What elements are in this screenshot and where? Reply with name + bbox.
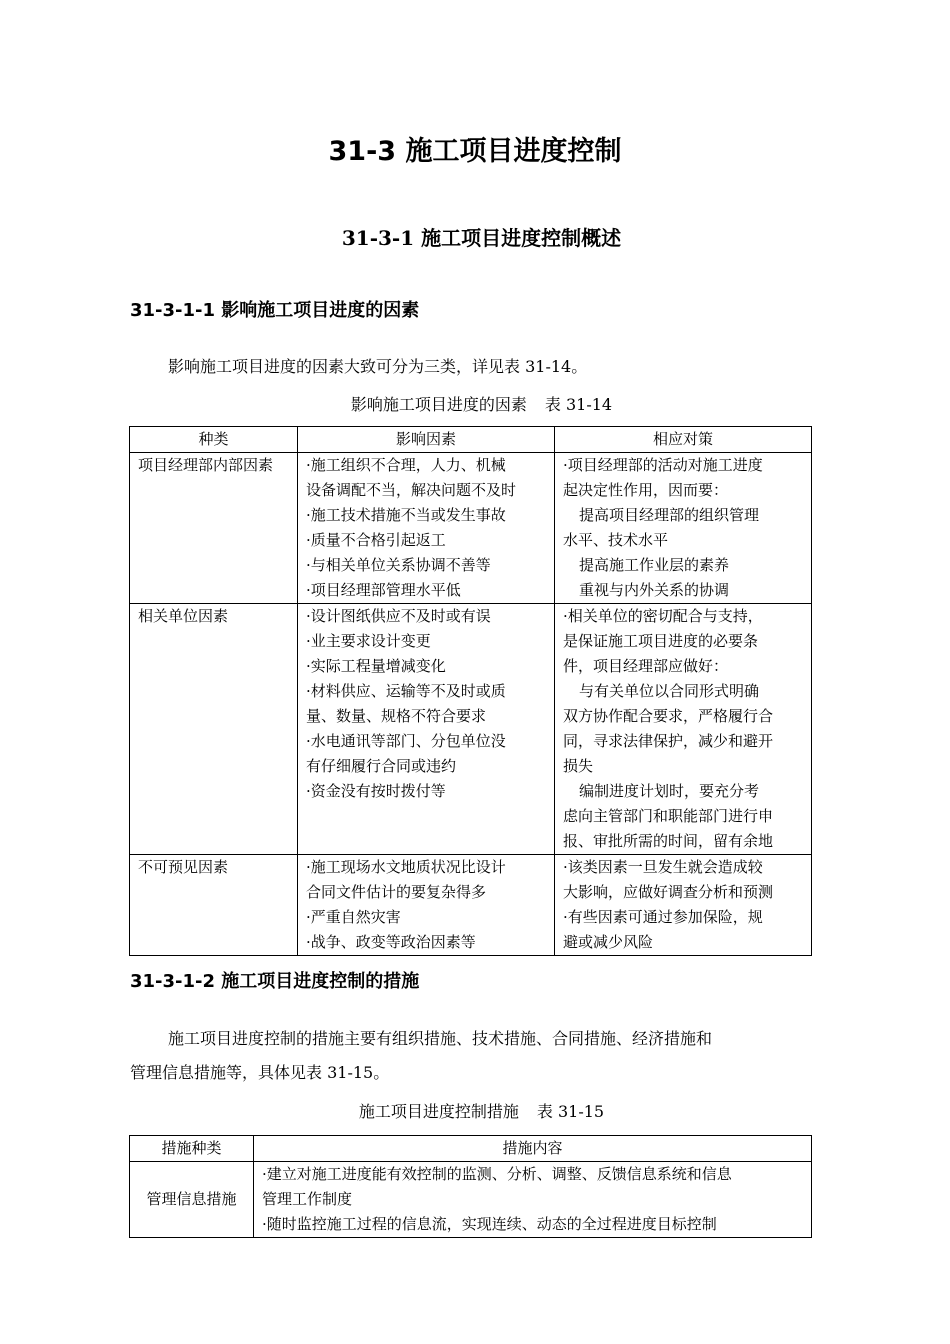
factor-line: ·设计图纸供应不及时或有误 <box>306 607 491 625</box>
intro-paragraph-2 <box>130 1022 835 1090</box>
table-caption-title-2: 施工项目进度控制措施 <box>358 1102 519 1121</box>
measure-line: 虑向主管部门和职能部门进行申 <box>563 807 774 825</box>
subsection-title-1: 31-3-1-1 影响施工项目进度的因素 <box>130 300 420 321</box>
measure-line: ·该类因素一旦发生就会造成较 <box>563 858 763 876</box>
header-measure-type: 措施种类 <box>130 1136 254 1162</box>
measure-line: 提高施工作业层的素养 <box>579 556 730 574</box>
subsection-title-2: 31-3-1-2 施工项目进度控制的措施 <box>130 971 420 992</box>
row-category: 不可预见因素 <box>130 855 298 956</box>
row-category: 管理信息措施 <box>130 1162 254 1238</box>
header-measure-content: 措施内容 <box>254 1136 812 1162</box>
measure-line: 起决定性作用，因而要： <box>563 481 729 499</box>
row-factors <box>298 604 555 855</box>
factors-table <box>129 426 812 956</box>
measure-line: 是保证施工项目进度的必要条 <box>563 632 759 650</box>
row-measures <box>555 453 812 604</box>
table-row <box>130 1162 812 1238</box>
row-measures <box>555 604 812 855</box>
measure-line: 件，项目经理部应做好： <box>563 657 729 675</box>
factor-line: ·水电通讯等部门、分包单位没 <box>306 732 506 750</box>
table-row <box>130 453 812 604</box>
factor-line: ·施工技术措施不当或发生事故 <box>306 506 506 524</box>
factor-line: ·严重自然灾害 <box>306 908 401 926</box>
intro-text-2b: 管理信息措施等，具体见表 31-15。 <box>130 1063 390 1082</box>
measures-table <box>129 1135 812 1238</box>
intro-text-2a: 施工项目进度控制的措施主要有组织措施、技术措施、合同措施、经济措施和 <box>168 1029 713 1048</box>
measure-line: 大影响，应做好调查分析和预测 <box>563 883 774 901</box>
table-row <box>130 855 812 956</box>
factor-line: 合同文件估计的要复杂得多 <box>306 883 487 901</box>
table-caption-1 <box>0 393 950 417</box>
row-category: 相关单位因素 <box>130 604 298 855</box>
factor-line: 有仔细履行合同或违约 <box>306 757 457 775</box>
measure-line: 避或减少风险 <box>563 933 654 951</box>
header-category: 种类 <box>130 427 298 453</box>
table-caption-2 <box>0 1100 950 1124</box>
factor-line: ·施工组织不合理，人力、机械 <box>306 456 506 474</box>
measure-line: 双方协作配合要求，严格履行合 <box>563 707 774 725</box>
table-number-2: 表 31-15 <box>536 1102 605 1121</box>
measure-line: ·有些因素可通过参加保险，规 <box>563 908 763 926</box>
measure-line: 同，寻求法律保护，减少和避开 <box>563 732 774 750</box>
header-measures: 相应对策 <box>555 427 812 453</box>
factor-line: ·材料供应、运输等不及时或质 <box>306 682 506 700</box>
factor-line: ·质量不合格引起返工 <box>306 531 446 549</box>
content-line: 管理工作制度 <box>262 1190 353 1208</box>
factor-line: ·与相关单位关系协调不善等 <box>306 556 491 574</box>
factor-line: ·实际工程量增减变化 <box>306 657 446 675</box>
measure-line: 与有关单位以合同形式明确 <box>579 682 760 700</box>
row-content <box>254 1162 812 1238</box>
row-factors <box>298 453 555 604</box>
content-line: ·随时监控施工过程的信息流，实现连续、动态的全过程进度目标控制 <box>262 1215 717 1233</box>
row-category: 项目经理部内部因素 <box>130 453 298 604</box>
factor-line: ·施工现场水文地质状况比设计 <box>306 858 506 876</box>
table-header-row <box>130 1136 812 1162</box>
factor-line: ·资金没有按时拨付等 <box>306 782 446 800</box>
measure-line: 重视与内外关系的协调 <box>579 581 730 599</box>
table-caption-title-1: 影响施工项目进度的因素 <box>350 395 527 414</box>
table-row <box>130 604 812 855</box>
factor-line: 设备调配不当，解决问题不及时 <box>306 481 517 499</box>
intro-paragraph-1 <box>130 350 835 384</box>
table-number-1: 表 31-14 <box>544 395 613 414</box>
factor-line: ·项目经理部管理水平低 <box>306 581 461 599</box>
section-heading: 31-3-1 施工项目进度控制概述 <box>341 226 622 250</box>
page-heading: 31-3 施工项目进度控制 <box>328 136 622 167</box>
measure-line: 损失 <box>563 757 594 775</box>
row-factors <box>298 855 555 956</box>
factor-line: ·战争、政变等政治因素等 <box>306 933 476 951</box>
content-line: ·建立对施工进度能有效控制的监测、分析、调整、反馈信息系统和信息 <box>262 1165 732 1183</box>
factor-line: 量、数量、规格不符合要求 <box>306 707 487 725</box>
measure-line: 报、审批所需的时间，留有余地 <box>563 832 774 850</box>
measure-line: 提高项目经理部的组织管理 <box>579 506 760 524</box>
header-factors: 影响因素 <box>298 427 555 453</box>
measure-line: 水平、技术水平 <box>563 531 669 549</box>
row-measures <box>555 855 812 956</box>
measure-line: ·项目经理部的活动对施工进度 <box>563 456 763 474</box>
measure-line: ·相关单位的密切配合与支持， <box>563 607 763 625</box>
table-header-row <box>130 427 812 453</box>
factor-line: ·业主要求设计变更 <box>306 632 431 650</box>
measure-line: 编制进度计划时，要充分考 <box>579 782 760 800</box>
intro-text-1: 影响施工项目进度的因素大致可分为三类，详见表 31-14。 <box>168 357 588 376</box>
